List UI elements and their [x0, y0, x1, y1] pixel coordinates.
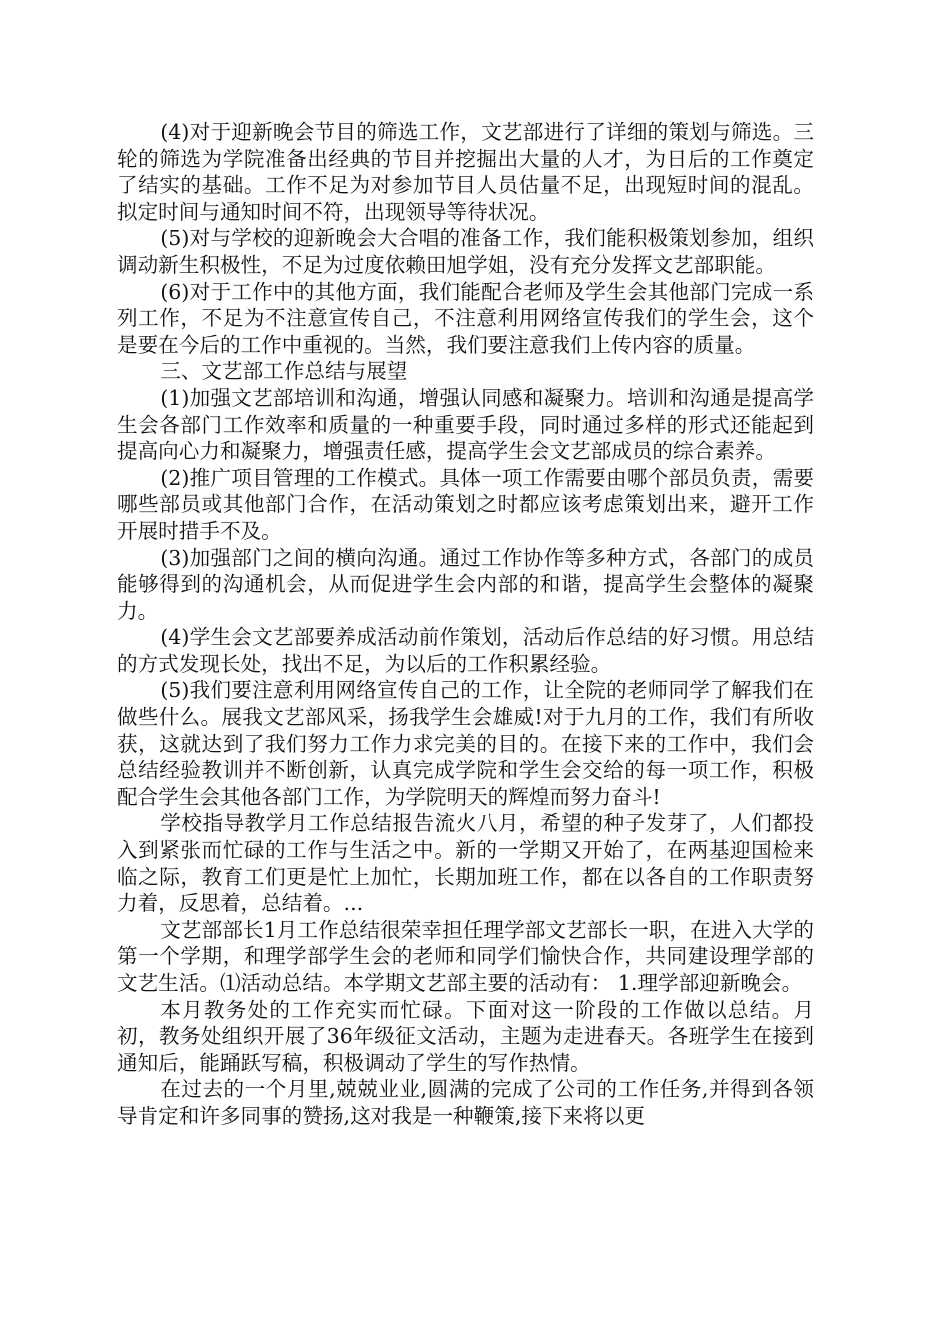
section-heading: 三、文艺部工作总结与展望	[160, 359, 408, 384]
paragraph-academic-office: 本月教务处的工作充实而忙碌。下面对这一阶段的工作做以总结。月初，教务处组织开展了36年级征文活动，主题为走进春天。各班学生在接到通知后，能踊跃写稿，积极调动了学生的写作热情。	[117, 997, 814, 1075]
outlook-item-3: (3)加强部门之间的横向沟通。通过工作协作等多种方式，各部门的成员能够得到的沟通机会，从而促进学生会内部的和谐，提高学生会整体的凝聚力。	[117, 545, 814, 623]
outlook-item-1: (1)加强文艺部培训和沟通，增强认同感和凝聚力。培训和沟通是提高学生会各部门工作效率和质量的一种重要手段，同时通过多样的形式还能起到提高向心力和凝聚力，增强责任感，提高学生会文艺部成员的综合素养。	[117, 385, 814, 464]
outlook-item-2: (2)推广项目管理的工作模式。具体一项工作需要由哪个部员负责，需要哪些部员或其他部门合作，在活动策划之时都应该考虑策划出来，避开工作开展时措手不及。	[117, 465, 814, 543]
outlook-item-4: (4)学生会文艺部要养成活动前作策划，活动后作总结的好习惯。用总结的方式发现长处，找出不足，为以后的工作积累经验。	[117, 625, 814, 676]
document-body	[117, 119, 814, 1130]
paragraph-minister-summary: 文艺部部长1月工作总结很荣幸担任理学部文艺部长一职，在进入大学的第一个学期，和理学部学生会的老师和同学们愉快合作，共同建设理学部的文艺生活。⑴活动总结。本学期文艺部主要的活动有： 1.理学部迎新晚会。	[117, 917, 814, 995]
paragraph-item-5: (5)对与学校的迎新晚会大合唱的准备工作，我们能积极策划参加，组织调动新生积极性，不足为过度依赖田旭学姐，没有充分发挥文艺部职能。	[117, 226, 814, 277]
paragraph-monthly-review: 在过去的一个月里,兢兢业业,圆满的完成了公司的工作任务,并得到各领导肯定和许多同事的赞扬,这对我是一种鞭策,接下来将以更	[117, 1077, 814, 1128]
paragraph-item-4: (4)对于迎新晚会节目的筛选工作，文艺部进行了详细的策划与筛选。三轮的筛选为学院准备出经典的节目并挖掘出大量的人才，为日后的工作奠定了结实的基础。工作不足为对参加节目人员估量不足，出现短时间的混乱。拟定时间与通知时间不符，出现领导等待状况。	[117, 120, 814, 224]
paragraph-item-6: (6)对于工作中的其他方面，我们能配合老师及学生会其他部门完成一系列工作，不足为不注意宣传自己，不注意利用网络宣传我们的学生会，这个是要在今后的工作中重视的。当然，我们要注意我们上传内容的质量。	[117, 279, 814, 357]
outlook-item-5: (5)我们要注意利用网络宣传自己的工作，让全院的老师同学了解我们在做些什么。展我文艺部风采，扬我学生会雄威!对于九月的工作，我们有所收获，这就达到了我们努力工作力求完美的目的。在接下来的工作中，我们会总结经验教训并不断创新，认真完成学院和学生会交给的每一项工作，积极配合学生会其他各部门工作，为学院明天的辉煌而努力奋斗!	[117, 678, 814, 809]
paragraph-school-summary: 学校指导教学月工作总结报告流火八月，希望的种子发芽了，人们都投入到紧张而忙碌的工作与生活之中。新的一学期又开始了，在两基迎国检来临之际，教育工们更是忙上加忙，长期加班工作，都在以各自的工作职责努力着，反思着，总结着。...	[117, 811, 814, 916]
